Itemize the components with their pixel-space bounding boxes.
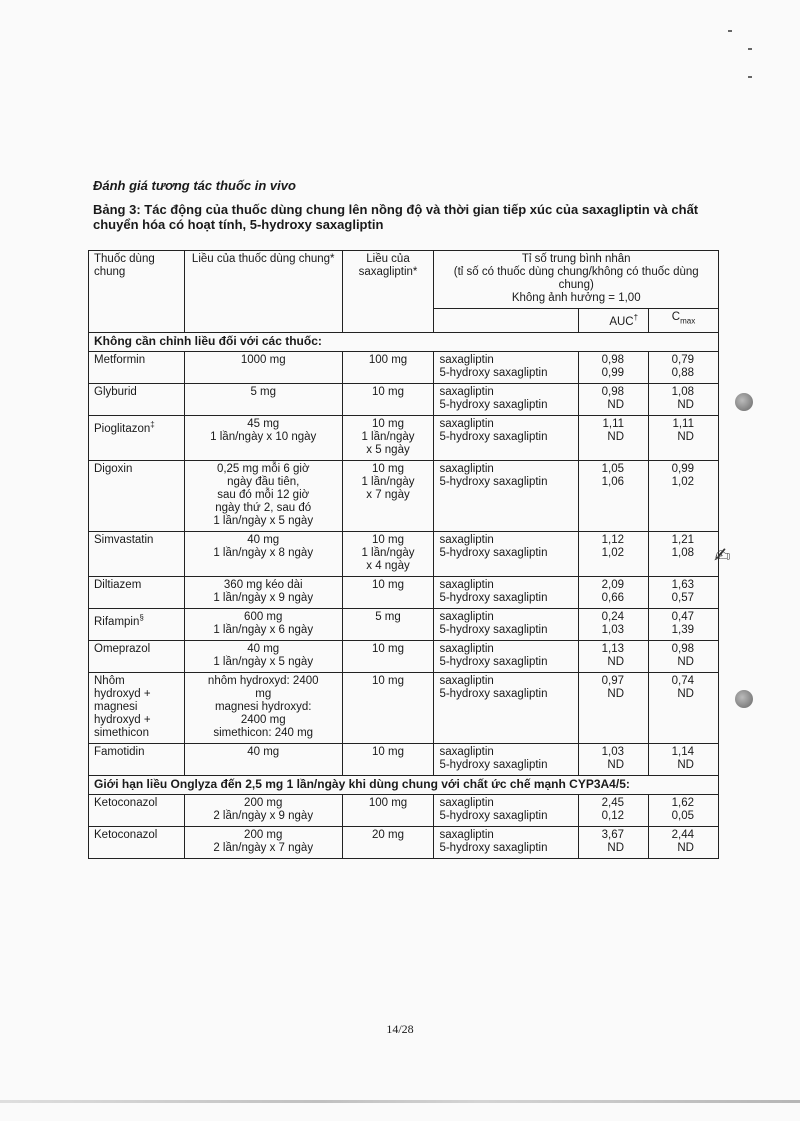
table-row	[89, 351, 719, 383]
header-blank	[434, 309, 579, 333]
drug-dose: nhôm hydroxyd: 2400 mg magnesi hydroxyd: 2400 mg simethicon: 240 mg	[184, 672, 342, 743]
analyte: saxagliptin 5-hydroxy saxagliptin	[434, 640, 579, 672]
auc-value: 0,98 ND	[579, 383, 649, 415]
drug-dose: 45 mg 1 lần/ngày x 10 ngày	[184, 415, 342, 460]
analyte: saxagliptin 5-hydroxy saxagliptin	[434, 415, 579, 460]
initials-mark: ✍	[714, 543, 731, 567]
analyte: saxagliptin 5-hydroxy saxagliptin	[434, 351, 579, 383]
cmax-value: 0,98 ND	[649, 640, 719, 672]
table-row	[89, 383, 719, 415]
hole-punch-top	[735, 393, 753, 411]
header-auc: AUC†	[579, 309, 649, 333]
drug-name: Omeprazol	[89, 640, 185, 672]
category-row	[89, 775, 719, 794]
saxa-dose: 10 mg	[342, 640, 434, 672]
category-row	[89, 332, 719, 351]
analyte: saxagliptin 5-hydroxy saxagliptin	[434, 608, 579, 640]
cmax-value: 0,99 1,02	[649, 460, 719, 531]
analyte: saxagliptin 5-hydroxy saxagliptin	[434, 672, 579, 743]
cmax-value: 1,08 ND	[649, 383, 719, 415]
auc-value: 3,67 ND	[579, 826, 649, 858]
table-row	[89, 576, 719, 608]
saxa-dose: 10 mg	[342, 672, 434, 743]
auc-value: 0,98 0,99	[579, 351, 649, 383]
drug-name: Glyburid	[89, 383, 185, 415]
drug-name: Famotidin	[89, 743, 185, 775]
table-row	[89, 460, 719, 531]
drug-name: Simvastatin	[89, 531, 185, 576]
cmax-value: 0,74 ND	[649, 672, 719, 743]
auc-value: 0,24 1,03	[579, 608, 649, 640]
saxa-dose: 5 mg	[342, 608, 434, 640]
auc-value: 2,45 0,12	[579, 794, 649, 826]
drug-name: Digoxin	[89, 460, 185, 531]
saxa-dose: 10 mg 1 lần/ngày x 4 ngày	[342, 531, 434, 576]
auc-value: 0,97 ND	[579, 672, 649, 743]
table-caption: Bảng 3: Tác động của thuốc dùng chung lên nồng độ và thời gian tiếp xúc của saxagliptin và chất chuyển hóa có hoạt tính, 5-hydroxy saxagliptin	[93, 202, 699, 232]
cmax-value: 0,79 0,88	[649, 351, 719, 383]
saxa-dose: 10 mg	[342, 383, 434, 415]
interaction-table	[88, 250, 719, 859]
analyte: saxagliptin 5-hydroxy saxagliptin	[434, 794, 579, 826]
analyte: saxagliptin 5-hydroxy saxagliptin	[434, 383, 579, 415]
table-row	[89, 640, 719, 672]
cmax-value: 1,21 1,08	[649, 531, 719, 576]
table-header-row	[89, 251, 719, 309]
table-row	[89, 415, 719, 460]
scan-edge	[0, 1100, 800, 1103]
header-drug: Thuốc dùng chung	[89, 251, 185, 333]
drug-dose: 360 mg kéo dài 1 lần/ngày x 9 ngày	[184, 576, 342, 608]
cmax-value: 1,14 ND	[649, 743, 719, 775]
category-no-adjust: Không cần chỉnh liều đối với các thuốc:	[89, 332, 719, 351]
cmax-value: 1,62 0,05	[649, 794, 719, 826]
drug-name: Ketoconazol	[89, 826, 185, 858]
drug-dose: 200 mg 2 lần/ngày x 9 ngày	[184, 794, 342, 826]
drug-dose: 40 mg	[184, 743, 342, 775]
drug-name: Pioglitazon‡	[89, 415, 185, 460]
auc-value: 1,12 1,02	[579, 531, 649, 576]
scan-mark	[728, 30, 732, 32]
auc-value: 2,09 0,66	[579, 576, 649, 608]
scan-mark	[748, 48, 752, 50]
cmax-value: 0,47 1,39	[649, 608, 719, 640]
analyte: saxagliptin 5-hydroxy saxagliptin	[434, 531, 579, 576]
saxa-dose: 20 mg	[342, 826, 434, 858]
drug-dose: 40 mg 1 lần/ngày x 5 ngày	[184, 640, 342, 672]
page-number: 14/28	[386, 1022, 414, 1036]
analyte: saxagliptin 5-hydroxy saxagliptin	[434, 460, 579, 531]
drug-name: Nhôm hydroxyd + magnesi hydroxyd + simethicon	[89, 672, 185, 743]
header-cmax: $C_{max}$	[649, 309, 719, 333]
drug-dose: 40 mg 1 lần/ngày x 8 ngày	[184, 531, 342, 576]
saxa-dose: 10 mg	[342, 743, 434, 775]
drug-name: Rifampin§	[89, 608, 185, 640]
section-title: Đánh giá tương tác thuốc in vivo	[93, 178, 296, 193]
saxa-dose: 100 mg	[342, 351, 434, 383]
drug-dose: 600 mg 1 lần/ngày x 6 ngày	[184, 608, 342, 640]
drug-dose: 5 mg	[184, 383, 342, 415]
auc-value: 1,05 1,06	[579, 460, 649, 531]
header-ratio: Tỉ số trung bình nhân (tỉ số có thuốc dùng chung/không có thuốc dùng chung) Không ảnh hưởng = 1,00	[434, 251, 719, 309]
table-row	[89, 531, 719, 576]
cmax-value: 1,11 ND	[649, 415, 719, 460]
analyte: saxagliptin 5-hydroxy saxagliptin	[434, 826, 579, 858]
saxa-dose: 10 mg 1 lần/ngày x 5 ngày	[342, 415, 434, 460]
table-row	[89, 743, 719, 775]
auc-value: 1,13 ND	[579, 640, 649, 672]
drug-dose: 200 mg 2 lần/ngày x 7 ngày	[184, 826, 342, 858]
saxa-dose: 10 mg 1 lần/ngày x 7 ngày	[342, 460, 434, 531]
scan-mark	[748, 76, 752, 78]
header-drug-dose: Liều của thuốc dùng chung*	[184, 251, 342, 333]
category-limit-dose: Giới hạn liều Onglyza đến 2,5 mg 1 lần/ngày khi dùng chung với chất ức chế mạnh CYP3A4/5:	[89, 775, 719, 794]
analyte: saxagliptin 5-hydroxy saxagliptin	[434, 743, 579, 775]
drug-name: Diltiazem	[89, 576, 185, 608]
cmax-value: 2,44 ND	[649, 826, 719, 858]
auc-value: 1,11 ND	[579, 415, 649, 460]
saxa-dose: 10 mg	[342, 576, 434, 608]
analyte: saxagliptin 5-hydroxy saxagliptin	[434, 576, 579, 608]
drug-name: Metformin	[89, 351, 185, 383]
saxa-dose: 100 mg	[342, 794, 434, 826]
table-row	[89, 672, 719, 743]
cmax-value: 1,63 0,57	[649, 576, 719, 608]
header-saxa-dose: Liều của saxagliptin*	[342, 251, 434, 333]
table-row	[89, 608, 719, 640]
table-row	[89, 826, 719, 858]
drug-dose: 1000 mg	[184, 351, 342, 383]
drug-name: Ketoconazol	[89, 794, 185, 826]
table-row	[89, 794, 719, 826]
hole-punch-bottom	[735, 690, 753, 708]
auc-value: 1,03 ND	[579, 743, 649, 775]
drug-dose: 0,25 mg mỗi 6 giờ ngày đầu tiên, sau đó mỗi 12 giờ ngày thứ 2, sau đó 1 lần/ngày x 5 ngày	[184, 460, 342, 531]
